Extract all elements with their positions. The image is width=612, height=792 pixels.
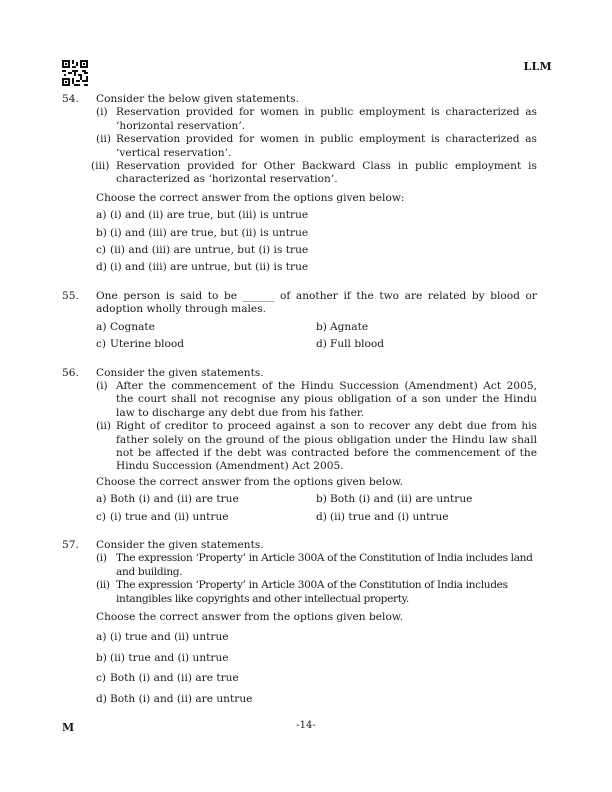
question-stem: Consider the below given statements.: [96, 93, 299, 105]
option-d[interactable]: [316, 338, 536, 351]
option-a[interactable]: [96, 631, 537, 644]
statement-text: Reservation provided for women in public employment is characterized as ‘vertical reservation’.: [116, 133, 537, 159]
series-code: M: [62, 721, 75, 734]
option-label: b): [96, 226, 107, 239]
option-text: Both (i) and (ii) are true: [110, 493, 239, 506]
option-b[interactable]: [96, 652, 537, 665]
option-text: Agnate: [330, 320, 369, 333]
statement-label: (i): [96, 106, 108, 119]
statement-label: (i): [96, 379, 108, 392]
option-label: d): [96, 261, 107, 274]
statement-label: (ii): [96, 579, 110, 592]
instruction: Choose the correct answer from the options given below.: [96, 475, 403, 488]
question-number: 57.: [62, 538, 79, 551]
option-text: Uterine blood: [110, 338, 185, 351]
statement-i: [96, 106, 537, 133]
option-text: Full blood: [330, 338, 385, 351]
question-number: 56.: [62, 366, 79, 379]
option-d[interactable]: [96, 261, 537, 274]
statement-text: Reservation provided for Other Backward Class in public employment is characterized as ‘horizontal reservation’.: [116, 160, 537, 186]
option-label: a): [96, 493, 107, 506]
qr-code-icon: [62, 60, 88, 86]
option-c[interactable]: [96, 672, 537, 685]
option-label: d): [316, 510, 327, 523]
option-text: (ii) true and (i) untrue: [330, 510, 449, 523]
option-text: (i) true and (ii) untrue: [110, 631, 229, 644]
option-b[interactable]: [316, 321, 536, 334]
option-a[interactable]: [96, 321, 316, 334]
question-stem: One person is said to be ______ of another if the two are related by blood or adoption wholly through males.: [96, 289, 537, 316]
option-text: (i) and (iii) are true, but (ii) is untrue: [110, 226, 309, 239]
statement-label: (ii): [96, 133, 112, 146]
option-text: Both (i) and (ii) are untrue: [110, 692, 253, 705]
statement-text: After the commencement of the Hindu Succession (Amendment) Act 2005, the court shall not recognise any pious obligation of a son under the Hindu law to discharge any debt due from his father.: [116, 379, 537, 419]
option-text: Both (i) and (ii) are untrue: [330, 493, 473, 506]
instruction: Choose the correct answer from the options given below:: [96, 191, 405, 204]
question-57: [62, 539, 537, 706]
option-c[interactable]: [96, 511, 316, 524]
statement-iii: [91, 160, 537, 187]
option-label: d): [316, 338, 327, 351]
option-c[interactable]: [96, 244, 537, 257]
statement-ii: [96, 579, 537, 606]
option-text: (i) and (ii) are true, but (iii) is untrue: [110, 209, 309, 222]
option-text: Cognate: [110, 320, 155, 333]
page-number: -14-: [296, 720, 316, 731]
question-number: 55.: [62, 289, 79, 302]
question-56: [62, 367, 537, 524]
option-label: c): [96, 244, 107, 257]
option-label: c): [96, 672, 107, 685]
question-55: [62, 290, 537, 352]
option-row: [96, 511, 537, 524]
statement-text: The expression ‘Property’ in Article 300A of the Constitution of India includes intangibles like copyrights and other intellectual property.: [116, 579, 508, 605]
option-b[interactable]: [96, 227, 537, 240]
option-text: (i) and (iii) are untrue, but (ii) is true: [110, 261, 309, 274]
statement-ii: [96, 420, 537, 474]
question-54: [62, 93, 537, 275]
statement-ii: [96, 133, 537, 160]
option-b[interactable]: [316, 493, 536, 506]
option-a[interactable]: [96, 209, 537, 222]
statement-text: The expression ‘Property’ in Article 300A of the Constitution of India includes land and building.: [116, 552, 533, 578]
option-label: a): [96, 209, 107, 222]
statement-text: Reservation provided for women in public employment is characterized as ‘horizontal reservation’.: [116, 106, 537, 132]
option-a[interactable]: [96, 493, 316, 506]
option-label: a): [96, 631, 107, 644]
paper-code: LLM: [523, 60, 552, 73]
option-label: a): [96, 320, 107, 333]
option-d[interactable]: [316, 511, 536, 524]
statement-i: [96, 380, 537, 420]
statement-label: (iii): [91, 160, 110, 173]
option-label: b): [96, 651, 107, 664]
instruction: Choose the correct answer from the options given below.: [96, 611, 403, 623]
statement-i: [96, 552, 537, 579]
option-label: d): [96, 692, 107, 705]
option-label: c): [96, 338, 107, 351]
option-d[interactable]: [96, 693, 537, 706]
option-text: (ii) true and (i) untrue: [110, 651, 229, 664]
option-c[interactable]: [96, 338, 316, 351]
question-stem: Consider the given statements.: [96, 538, 264, 551]
option-label: b): [316, 493, 327, 506]
statement-text: Right of creditor to proceed against a son to recover any debt due from his father solely on the ground of the pious obligation under the Hindu law shall not be affected if the debt was contracted before the commencement of the Hindu Succession (Amendment) Act 2005.: [116, 420, 537, 473]
option-row: [96, 338, 537, 351]
question-list: [62, 93, 537, 706]
option-row: [96, 321, 537, 334]
statement-label: (i): [96, 552, 107, 565]
option-text: (i) true and (ii) untrue: [110, 510, 229, 523]
option-text: (ii) and (iii) are untrue, but (i) is true: [110, 244, 309, 257]
question-stem: Consider the given statements.: [96, 366, 264, 379]
option-label: c): [96, 510, 107, 523]
option-row: [96, 493, 537, 506]
option-label: b): [316, 320, 327, 333]
option-text: Both (i) and (ii) are true: [110, 672, 239, 685]
statement-label: (ii): [96, 420, 112, 433]
question-number: 54.: [62, 93, 79, 105]
